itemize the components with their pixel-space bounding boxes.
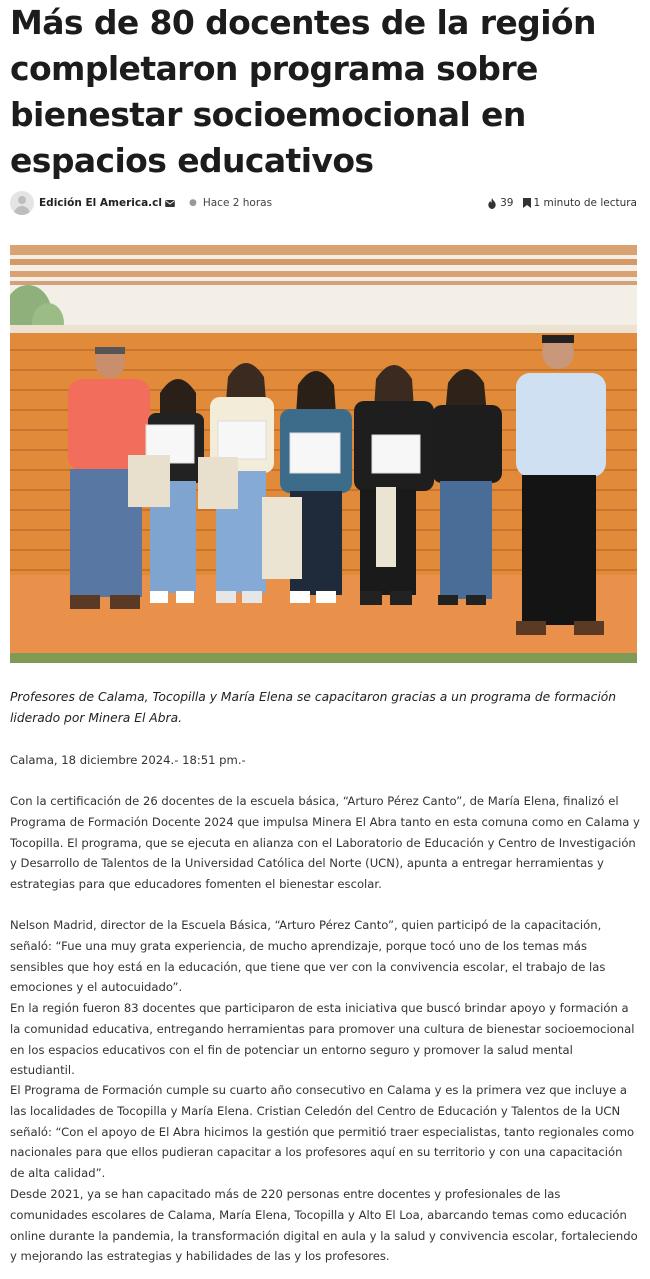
article-paragraph: Nelson Madrid, director de la Escuela Básica, “Arturo Pérez Canto”, quien participó de la capacitación, señaló: “Fue una muy grata experiencia, de mucho aprendizaje, porque tocó uno de los temas más sensibles que hoy está en la educación, que tiene que ver con la convivencia escolar, el trabajo de las emociones y el autocuidado”. — [10, 918, 606, 995]
article-paragraph: El Programa de Formación cumple su cuarto año consecutivo en Calama y es la primera vez que incluye a las localidades de Tocopilla y María Elena. Cristian Celedón del Centro de Educación y Talentos de la UCN señaló: “Con el apoyo de El Abra hicimos la gestión que permitió traer especialistas, tanto regionales como nacionales para que ellos pudieran capacitar a los profesores aquí en su territorio y con una capacitación de alta calidad”. — [10, 1083, 635, 1181]
envelope-icon[interactable] — [165, 200, 175, 207]
article-photo — [10, 245, 637, 663]
article-paragraph: Con la certificación de 26 docentes de la escuela básica, “Arturo Pérez Canto”, de María Elena, finalizó el Programa de Formación Docente 2024 que impulsa Minera El Abra tanto en esta comuna como en Calama y Tocopilla. El programa, que se ejecuta en alianza con el Laboratorio de Educación y Centro de Investigación y Desarrollo de Talentos de la Universidad Católica del Norte (UCN), apunta a entregar herramientas y estrategias para que educadores fomenten el bienestar escolar. — [10, 794, 640, 892]
article-title: Más de 80 docentes de la región completaron programa sobre bienestar socioemocional en espacios educativos — [10, 3, 596, 180]
author-link[interactable]: Edición El America.cl — [39, 197, 162, 209]
bookmark-icon — [523, 198, 531, 208]
user-avatar-icon[interactable] — [10, 191, 34, 215]
article-meta — [10, 190, 637, 216]
article-paragraph: Desde 2021, ya se han capacitado más de 220 personas entre docentes y profesionales de las comunidades escolares de Calama, María Elena, Tocopilla y Alto El Loa, abarcando temas como educación online durante la pandemia, la transformación digital en aula y la salud y convivencia escolar, fortaleciendo y mejorando las estrategias y habilidades de las y los profesores. — [10, 1187, 638, 1264]
group-photo-illustration — [10, 245, 637, 663]
publish-time: Hace 2 horas — [202, 197, 273, 209]
article-paragraph: En la región fueron 83 docentes que participaron de esta iniciativa que buscó brindar apoyo y formación a la comunidad educativa, entregando herramientas para promover una cultura de bienestar socioemocional en los espacios educativos con el fin de potenciar un entorno seguro y promover la salud mental estudiantil. — [10, 1001, 635, 1078]
article-dateline: Calama, 18 diciembre 2024.- 18:51 pm.- — [10, 753, 246, 767]
flame-icon — [487, 198, 497, 209]
photo-caption: Profesores de Calama, Tocopilla y María Elena se capacitaron gracias a un programa de formación liderado por Minera El Abra. — [10, 690, 617, 725]
meta-separator: ● — [188, 198, 197, 208]
view-count: 39 — [500, 197, 514, 209]
read-time: 1 minuto de lectura — [533, 197, 637, 209]
